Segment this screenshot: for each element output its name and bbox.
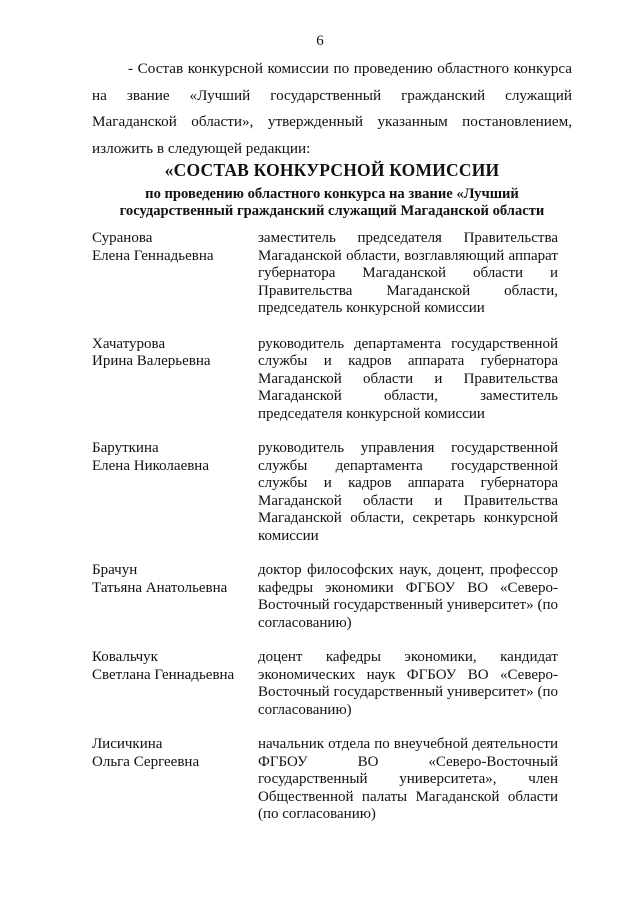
- member-given-names: Ирина Валерьевна: [92, 353, 211, 369]
- commission-heading: «СОСТАВ КОНКУРСНОЙ КОМИССИИ: [164, 160, 500, 180]
- member-name: [92, 649, 258, 719]
- member-surname: Хачатурова: [92, 335, 166, 352]
- member-entry: [92, 649, 572, 719]
- member-role: доцент кафедры экономики, кандидат экономических наук ФГБОУ ВО «Северо-Восточный государственный университет» (по согласованию): [258, 649, 558, 718]
- member-role: начальник отдела по внеучебной деятельности ФГБОУ ВО «Северо-Восточный государственный университета», член Общественной палаты Магаданской области (по согласованию): [258, 736, 558, 822]
- member-name: [92, 736, 258, 824]
- members-list: [92, 230, 572, 824]
- member-given-names: Ольга Сергеевна: [92, 753, 200, 770]
- member-name: [92, 562, 258, 632]
- member-surname: Суранова: [92, 230, 153, 246]
- member-entry: [92, 736, 572, 824]
- member-given-names: Светлана Геннадьевна: [92, 666, 235, 683]
- member-surname: Ковальчук: [92, 649, 158, 665]
- member-surname: Брачун: [92, 562, 138, 578]
- commission-subheading: по проведению областного конкурса на звание «Лучший государственный гражданский служащий Магаданской области: [119, 186, 545, 219]
- member-surname: Баруткина: [92, 440, 159, 456]
- member-surname: Лисичкина: [92, 736, 163, 752]
- member-entry: [92, 440, 572, 545]
- page-number: 6: [316, 33, 324, 49]
- member-name: [92, 336, 258, 424]
- member-given-names: Елена Николаевна: [92, 457, 209, 474]
- member-role: руководитель управления государственной службы департамента государственной службы и кадров аппарата губернатора Магаданской области и Правительства Магаданской области, секретарь конкурсной комиссии: [258, 440, 558, 544]
- member-entry: [92, 230, 572, 318]
- member-entry: [92, 336, 572, 424]
- member-entry: [92, 562, 572, 632]
- intro-paragraph: - Состав конкурсной комиссии по проведению областного конкурса на звание «Лучший государственный гражданский служащий Магаданской области», утвержденный указанным постановлением, изложить в следующей редакции:: [92, 60, 572, 157]
- member-given-names: Елена Геннадьевна: [92, 247, 214, 264]
- member-role: заместитель председателя Правительства Магаданской области, возглавляющий аппарат губернатора Магаданской области и Правительства Магаданской области, председатель конкурсной комиссии: [258, 230, 558, 316]
- member-role: доктор философских наук, доцент, профессор кафедры экономики ФГБОУ ВО «Северо-Восточный государственный университет» (по согласованию): [258, 562, 558, 631]
- member-given-names: Татьяна Анатольевна: [92, 579, 228, 596]
- member-name: [92, 440, 258, 545]
- member-role: руководитель департамента государственной службы и кадров аппарата губернатора Магаданской области и Правительства Магаданской области, заместитель председателя конкурсной комиссии: [258, 335, 558, 422]
- member-name: [92, 230, 258, 318]
